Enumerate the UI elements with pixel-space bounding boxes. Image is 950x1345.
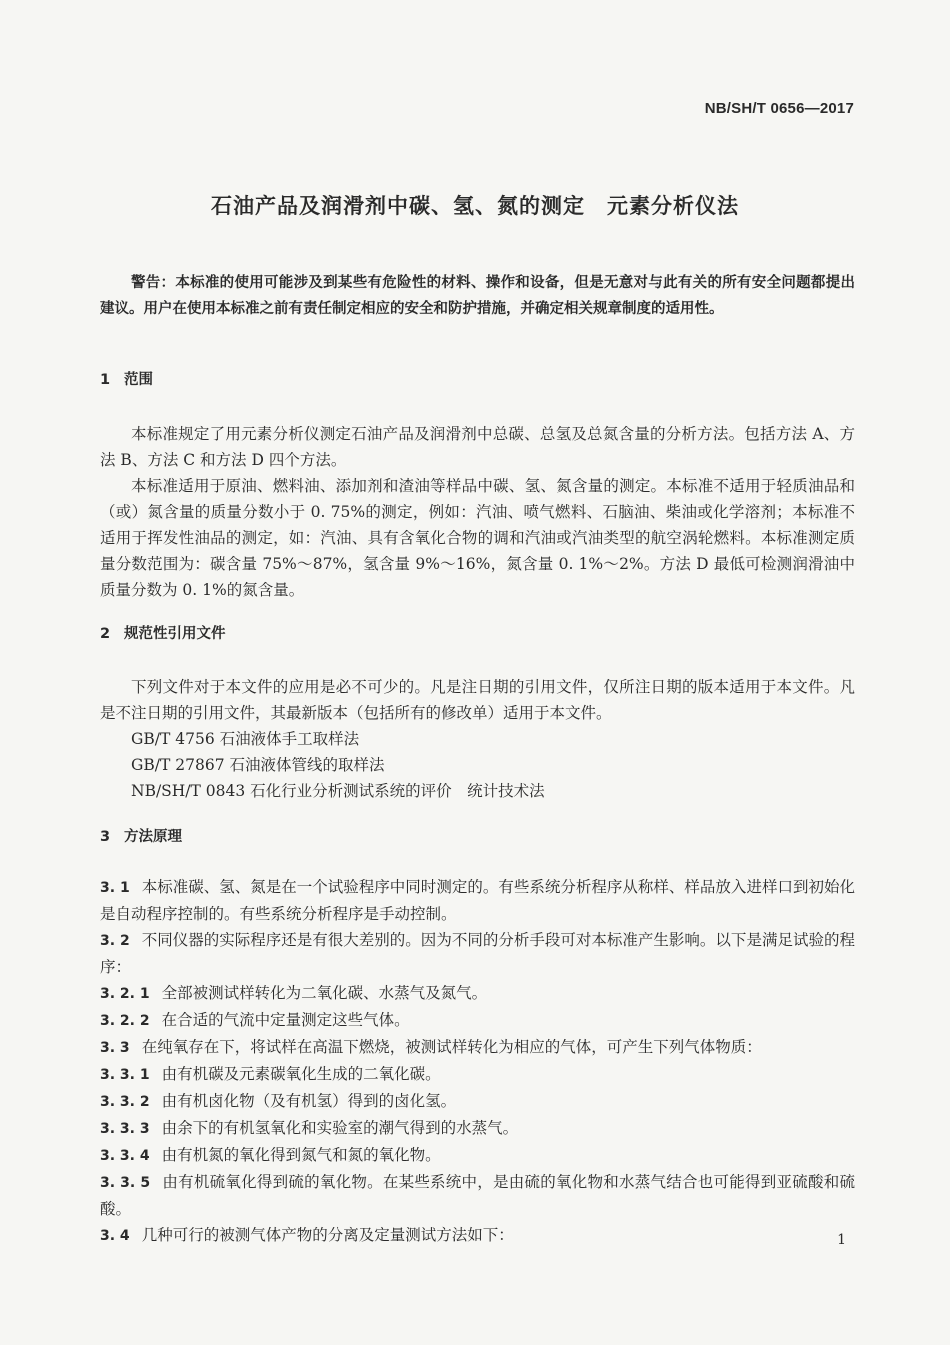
section-3-body (100, 874, 855, 1249)
section-2-body (100, 674, 855, 804)
clause-text: 几种可行的被测气体产物的分离及定量测试方法如下： (141, 1226, 514, 1244)
clause-text: 全部被测试样转化为二氧化碳、水蒸气及氮气。 (161, 984, 488, 1002)
clause (100, 874, 855, 927)
paragraph: 下列文件对于本文件的应用是必不可少的。凡是注日期的引用文件，仅所注日期的版本适用于本文件。凡是不注日期的引用文件，其最新版本（包括所有的修改单）适用于本文件。 (100, 678, 855, 722)
clause (100, 1169, 855, 1222)
section-3-heading (100, 825, 182, 846)
clause-number: 3. 3. 3 (100, 1121, 150, 1137)
section-number: 3 (100, 829, 111, 845)
clause (100, 980, 855, 1007)
clause (100, 1115, 855, 1142)
clause-text: 由有机碳及元素碳氧化生成的二氧化碳。 (161, 1065, 441, 1083)
section-title: 范围 (124, 372, 153, 388)
clause-number: 3. 2. 2 (100, 1013, 150, 1029)
clause (100, 1034, 855, 1061)
clause-number: 3. 4 (100, 1228, 130, 1244)
reference-item: GB/T 27867 石油液体管线的取样法 (131, 756, 385, 774)
reference-item: GB/T 4756 石油液体手工取样法 (131, 730, 360, 748)
section-number: 1 (100, 372, 111, 388)
document-title: 石油产品及润滑剂中碳、氢、氮的测定 元素分析仪法 (211, 194, 739, 218)
section-title: 规范性引用文件 (124, 626, 226, 642)
section-title: 方法原理 (124, 829, 182, 845)
clause-number: 3. 3. 1 (100, 1067, 150, 1083)
clause-number: 3. 2. 1 (100, 986, 150, 1002)
clause-text: 由有机氮的氧化得到氮气和氮的氧化物。 (161, 1146, 441, 1164)
clause-number: 3. 3 (100, 1040, 130, 1056)
clause (100, 927, 855, 980)
clause-number: 3. 3. 2 (100, 1094, 150, 1110)
clause (100, 1007, 855, 1034)
clause-number: 3. 2 (100, 933, 130, 949)
clause-text: 由余下的有机氢氧化和实验室的潮气得到的水蒸气。 (161, 1119, 519, 1137)
paragraph: 本标准规定了用元素分析仪测定石油产品及润滑剂中总碳、总氢及总氮含量的分析方法。包括方法 A、方法 B、方法 C 和方法 D 四个方法。 (100, 425, 855, 469)
standard-number: NB/SH/T 0656—2017 (704, 100, 854, 117)
warning-notice: 警告：本标准的使用可能涉及到某些有危险性的材料、操作和设备，但是无意对与此有关的所有安全问题都提出建议。用户在使用本标准之前有责任制定相应的安全和防护措施，并确定相关规章制度的适用性。 (100, 275, 855, 317)
clause (100, 1061, 855, 1088)
section-1-heading (100, 368, 153, 389)
clause (100, 1142, 855, 1169)
clause-text: 本标准碳、氢、氮是在一个试验程序中同时测定的。有些系统分析程序从称样、样品放入进样口到初始化是自动程序控制的。有些系统分析程序是手动控制。 (100, 878, 855, 923)
clause-text: 不同仪器的实际程序还是有很大差别的。因为不同的分析手段可对本标准产生影响。以下是满足试验的程序： (100, 931, 855, 976)
paragraph: 本标准适用于原油、燃料油、添加剂和渣油等样品中碳、氢、氮含量的测定。本标准不适用于轻质油品和（或）氮含量的质量分数小于 0. 75%的测定，例如：汽油、喷气燃料、石脑油、柴油或化学溶剂；本标准不适用于挥发性油品的测定，如：汽油、具有含氧化合物的调和汽油或汽油类型的航空涡轮燃料。本标准测定质量分数范围为：碳含量 75%～87%，氢含量 9%～16%，氮含量 0. 1%～2%。方法 D 最低可检测润滑油中质量分数为 0. 1%的氮含量。 (100, 477, 855, 599)
clause (100, 1222, 855, 1249)
section-1-body (100, 421, 855, 603)
clause-number: 3. 3. 4 (100, 1148, 150, 1164)
clause-text: 由有机卤化物（及有机氢）得到的卤化氢。 (161, 1092, 457, 1110)
page-number: 1 (837, 1232, 846, 1248)
section-2-heading (100, 622, 226, 643)
clause-number: 3. 3. 5 (100, 1175, 151, 1191)
reference-item: NB/SH/T 0843 石化行业分析测试系统的评价 统计技术法 (131, 782, 545, 800)
section-number: 2 (100, 626, 111, 642)
clause-text: 由有机硫氧化得到硫的氧化物。在某些系统中，是由硫的氧化物和水蒸气结合也可能得到亚硫酸和硫酸。 (100, 1173, 855, 1218)
clause-number: 3. 1 (100, 880, 130, 896)
clause (100, 1088, 855, 1115)
clause-text: 在合适的气流中定量测定这些气体。 (161, 1011, 410, 1029)
clause-text: 在纯氧存在下，将试样在高温下燃烧，被测试样转化为相应的气体，可产生下列气体物质： (141, 1038, 762, 1056)
